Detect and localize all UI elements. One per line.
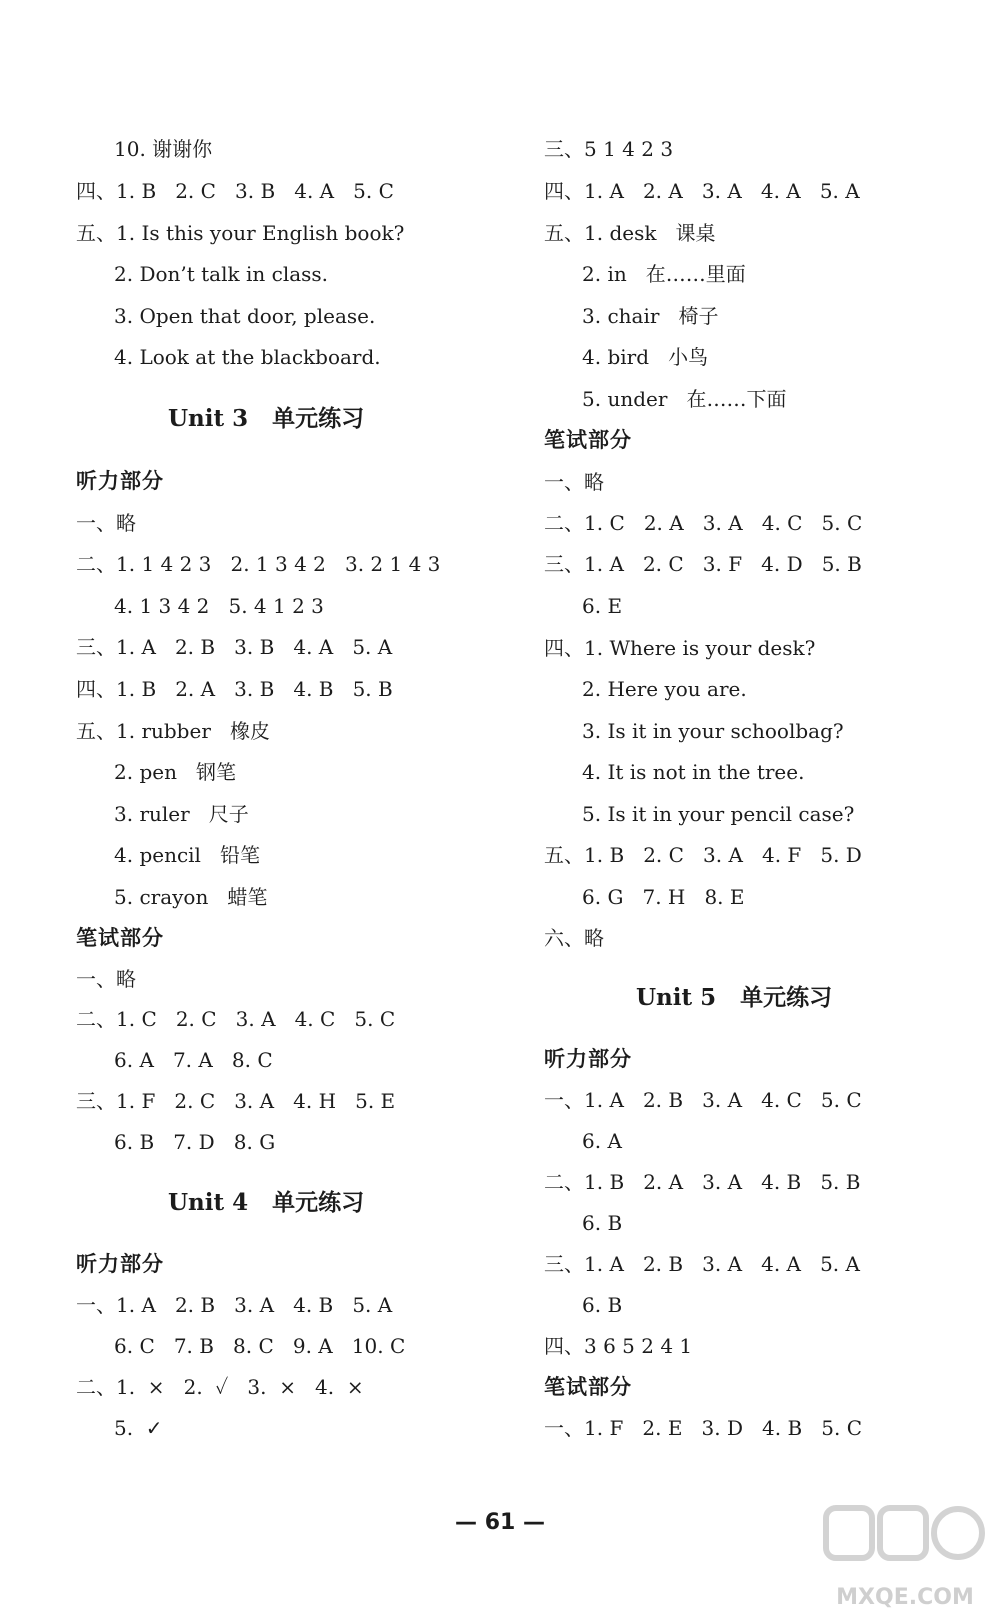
answer-line: 6. E [582,594,623,618]
answer-line: 三、1. A 2. B 3. A 4. A 5. A [544,1252,860,1276]
section-heading: 笔试部分 [544,1374,632,1399]
answer-line: 6. C 7. B 8. C 9. A 10. C [114,1334,406,1358]
answer-line: 四、1. B 2. C 3. B 4. A 5. C [76,179,394,203]
unit-title: Unit 5 单元练习 [636,984,833,1011]
answer-line: 一、1. A 2. B 3. A 4. C 5. C [544,1088,862,1112]
answer-line: 6. A [582,1129,622,1153]
answer-line: 三、1. A 2. C 3. F 4. D 5. B [544,552,862,576]
answer-line: 一、1. A 2. B 3. A 4. B 5. A [76,1293,393,1317]
answer-line: 五、1. Is this your English book? [76,221,405,245]
answer-line: 4. Look at the blackboard. [114,345,381,369]
answer-line: 五、1. B 2. C 3. A 4. F 5. D [544,843,862,867]
page-number: — 61 — [455,1510,545,1535]
answer-line: 一、1. F 2. E 3. D 4. B 5. C [544,1416,862,1440]
answer-line: 4. It is not in the tree. [582,760,805,784]
answer-line: 四、1. A 2. A 3. A 4. A 5. A [544,179,860,203]
answer-line: 3. chair 椅子 [582,304,719,328]
answer-line: 三、5 1 4 2 3 [544,137,674,161]
answer-line: 二、1. C 2. C 3. A 4. C 5. C [76,1007,396,1031]
answer-line: 6. B [582,1293,623,1317]
unit-title: Unit 3 单元练习 [168,405,365,432]
answer-line: 5. under 在……下面 [582,387,787,411]
answer-line: 五、1. rubber 橡皮 [76,719,270,743]
section-heading: 听力部分 [544,1046,632,1071]
answer-line: 二、1. 1 4 2 3 2. 1 3 4 2 3. 2 1 4 3 [76,552,441,576]
answer-line: 3. Is it in your schoolbag? [582,719,844,743]
section-heading: 笔试部分 [76,925,164,950]
watermark-text: MXQE.COM [836,1585,974,1610]
answer-line: 四、1. Where is your desk? [544,636,816,660]
answer-line: 一、略 [76,967,136,991]
answer-line: 一、略 [76,511,136,535]
answer-line: 4. pencil 铅笔 [114,843,261,867]
answer-line: 三、1. A 2. B 3. B 4. A 5. A [76,635,393,659]
watermark-logo [820,1500,990,1610]
answer-line: 5. ✓ [114,1416,163,1440]
unit-title: Unit 4 单元练习 [168,1189,365,1216]
answer-line: 2. pen 钢笔 [114,760,237,784]
answer-line: 2. Don’t talk in class. [114,262,329,286]
answer-line: 3. Open that door, please. [114,304,376,328]
answer-line: 3. ruler 尺子 [114,802,249,826]
section-heading: 听力部分 [76,468,164,493]
answer-line: 二、1. × 2. ✓ 3. × 4. × [76,1375,364,1399]
answer-line: 5. crayon 蜡笔 [114,885,268,909]
answer-line: 二、1. B 2. A 3. A 4. B 5. B [544,1170,861,1194]
answer-line: 10. 谢谢你 [114,137,213,161]
answer-line: 四、1. B 2. A 3. B 4. B 5. B [76,677,393,701]
answer-line: 6. B 7. D 8. G [114,1130,276,1154]
section-heading: 听力部分 [76,1251,164,1276]
answer-line: 4. bird 小鸟 [582,345,709,369]
answer-line: 5. Is it in your pencil case? [582,802,855,826]
answer-line: 2. Here you are. [582,677,747,701]
answer-line: 2. in 在……里面 [582,262,746,286]
answer-line: 六、略 [544,926,604,950]
answer-line: 6. A 7. A 8. C [114,1048,273,1072]
answer-line: 三、1. F 2. C 3. A 4. H 5. E [76,1089,396,1113]
answer-line: 一、略 [544,470,604,494]
answer-line: 4. 1 3 4 2 5. 4 1 2 3 [114,594,324,618]
answer-line: 二、1. C 2. A 3. A 4. C 5. C [544,511,863,535]
answer-line: 6. B [582,1211,623,1235]
answer-line: 四、3 6 5 2 4 1 [544,1334,693,1358]
answer-line: 6. G 7. H 8. E [582,885,745,909]
watermark-icon [820,1500,990,1580]
section-heading: 笔试部分 [544,427,632,452]
answer-line: 五、1. desk 课桌 [544,221,716,245]
